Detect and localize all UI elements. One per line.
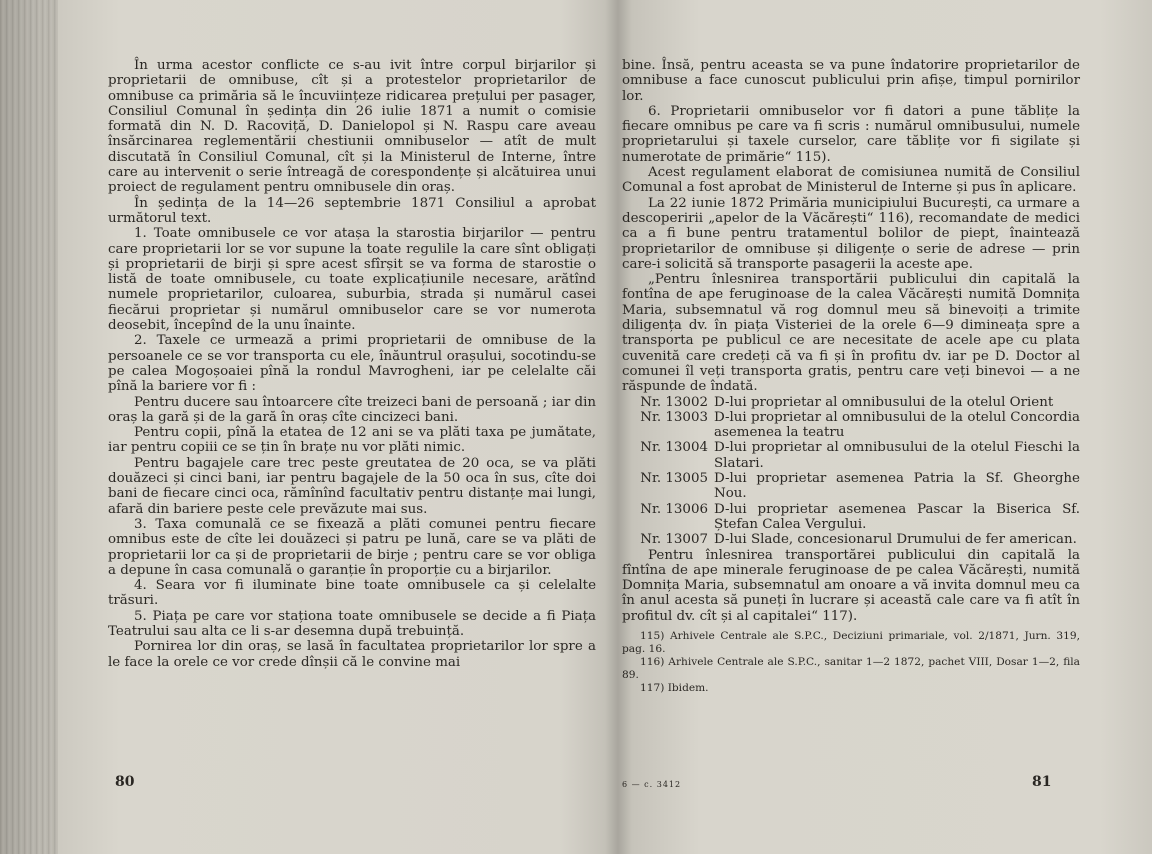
- address-entry: [622, 502, 1080, 533]
- paragraph: În urma acestor conflicte ce s-au ivit între corpul birjarilor și proprietarii de omnibuse, cît și a protestelor proprietarilor de omnibuse ca primăria să le încuviințeze ridicarea prețului per pasager, Consiliul Comunal în ședința din 26 iulie 1871 a numit o comisie formată din N. D. Racoviță, D. Danielopol și N. Raspu care aveau însărcinarea reglementării chestiunii omnibuselor — atît de mult discutată în Consiliul Comunal, cît și la Ministerul de Interne, între care au intervenit o serie întreagă de corespondențe și alcătuirea unui proiect de regulament pentru omnibusele din oraș.: [108, 58, 596, 196]
- paragraph: Pentru bagajele care trec peste greutatea de 20 oca, se va plăti douăzeci și cinci bani, iar pentru bagajele de la 50 oca în sus, cîte doi bani de fiecare cinci oca, rămînînd facultativ pentru distanțe mai lungi, afară din bariere peste cele prevăzute mai sus.: [108, 455, 596, 517]
- entry-text: D-lui proprietar asemenea Patria la Sf. Gheorghe Nou.: [714, 471, 1080, 502]
- entry-number: Nr. 13005: [640, 471, 708, 487]
- page-number-right: 81: [1032, 774, 1052, 790]
- book-binding: [0, 0, 58, 854]
- page-number-left: 80: [115, 774, 135, 790]
- entry-text: D-lui proprietar al omnibusului de la otelul Concordia asemenea la teatru: [714, 409, 1080, 441]
- paragraph: bine. Însă, pentru aceasta se va pune îndatorire proprietarilor de omnibuse a face cunoscut publicului prin afișe, timpul pornirilor lor.: [622, 58, 1080, 104]
- address-entry: [622, 410, 1080, 441]
- paragraph: 5. Piața pe care vor staționa toate omnibusele se decide a fi Piața Teatrului sau alta ce li s-ar desemna după trebuință.: [108, 608, 596, 639]
- paragraph: Pentru ducere sau întoarcere cîte treizeci bani de persoană ; iar din oraș la gară și de la gară în oraș cîte cincizeci bani.: [108, 394, 596, 425]
- footnote: 116) Arhivele Centrale ale S.P.C., sanitar 1—2 1872, pachet VIII, Dosar 1—2, fila 89.: [622, 655, 1080, 681]
- entry-number: Nr. 13003: [640, 409, 708, 425]
- paragraph: Pentru înlesnirea transportărei publicului din capitală la fîntîna de ape minerale feruginoase de pe calea Văcărești, numită Domnița Maria, subsemnatul am onoare a vă invita domnul meu ca în anul acesta să puneți în lucrare și această cale care va fi atît în profitul dv. cît și al capitalei“ 117).: [622, 547, 1080, 624]
- paragraph: 3. Taxa comunală ce se fixează a plăti comunei pentru fiecare omnibus este de cîte lei douăzeci și patru pe lună, care se va plăti de proprietarii lor ca și de proprietarii de birje ; pentru care se vor obliga a depune în casa comunală o garanție în proporție cu a birjarilor.: [108, 516, 596, 578]
- paragraph: 2. Taxele ce urmează a primi proprietarii de omnibuse de la persoanele ce se vor transporta cu ele, înăuntrul orașului, socotindu-se pe calea Mogoșoaiei pînă la rondul Mavrogheni, iar pe celelalte căi pînă la bariere vor fi :: [108, 333, 596, 395]
- paragraph: 4. Seara vor fi iluminate bine toate omnibusele ca și celelalte trăsuri.: [108, 578, 596, 609]
- address-entry: [622, 440, 1080, 471]
- entry-number: Nr. 13004: [640, 440, 708, 456]
- paragraph: Acest regulament elaborat de comisiunea numită de Consiliul Comunal a fost aprobat de Ministerul de Interne și pus în aplicare.: [622, 165, 1080, 196]
- entry-text: D-lui proprietar al omnibusului de la otelul Orient: [714, 394, 1054, 410]
- paragraph: În ședința de la 14—26 septembrie 1871 Consiliul a aprobat următorul text.: [108, 195, 596, 226]
- paragraph: 1. Toate omnibusele ce vor atașa la starostia birjarilor — pentru care proprietarii lor se vor supune la toate regulile la care sînt obligați și proprietarii de birji și spre acest sfîrșit se va forma de starostie o listă de toate omnibusele, cu toate explicațiunile necesare, arătînd numele proprietarilor, culoarea, suburbia, strada și numărul casei fiecărui proprietar și numărul omnibuselor care se vor numerota deosebit, începînd de la unu înainte.: [108, 226, 596, 334]
- entry-text: D-lui proprietar asemenea Pascar la Biserica Sf. Ștefan Calea Vergului.: [714, 501, 1080, 532]
- address-entry: [622, 532, 1080, 547]
- paragraph: La 22 iunie 1872 Primăria municipiului București, ca urmare a descoperirii „apelor de la Văcărești“ 116), recomandate de medici ca a fi bune pentru tratamentul bolilor de piept, înaintează proprietarilor de omnibuse și diligențe o serie de adrese — prin care-i solicită să transporte pasagerii la aceste ape.: [622, 195, 1080, 272]
- address-entry: [622, 471, 1080, 502]
- paragraph: Pornirea lor din oraș, se lasă în facultatea proprietarilor lor spre a le face la orele ce vor crede dînșii că le convine mai: [108, 639, 596, 670]
- entry-text: D-lui Slade, concesionarul Drumului de fer american.: [714, 532, 1077, 548]
- paragraph: 6. Proprietarii omnibuselor vor fi datori a pune tăblițe la fiecare omnibus pe care va fi scris : numărul omnibusului, numele proprietarului și taxele curselor, care tăblițe vor fi sigilate și numerotate de primărie“ 115).: [622, 103, 1080, 165]
- right-page: [622, 58, 1080, 695]
- footnote: 117) Ibidem.: [640, 681, 709, 694]
- entry-number: Nr. 13002: [640, 394, 708, 410]
- paragraph: Pentru copii, pînă la etatea de 12 ani se va plăti taxa pe jumătate, iar pentru copiii ce se țin în brațe nu vor plăti nimic.: [108, 425, 596, 456]
- paragraph: „Pentru înlesnirea transportării publicului din capitală la fontîna de ape feruginoase de la calea Văcărești numită Domnița Maria, subsemnatul vă rog domnul meu să binevoiți a trimite diligența dv. în piața Visteriei de la orele 6—9 dimineața spre a transporta pe publicul ce are necesitate de acele ape cu plata cuvenită care credeți că va fi și în profitu dv. iar pe D. Doctor al comunei îl veți transporta gratis, pentru care veți binevoi — a ne răspunde de îndată.: [622, 272, 1080, 395]
- entry-number: Nr. 13006: [640, 501, 708, 517]
- footnote: 115) Arhivele Centrale ale S.P.C., Deciziuni primariale, vol. 2/1871, Jurn. 319, pag. 16.: [622, 629, 1080, 655]
- address-entry: [622, 395, 1080, 410]
- entry-text: D-lui proprietar al omnibusului de la otelul Fieschi la Slatari.: [714, 440, 1080, 471]
- left-page: [108, 58, 596, 670]
- printer-signature: 6 — c. 3412: [622, 780, 682, 789]
- entry-number: Nr. 13007: [640, 532, 708, 548]
